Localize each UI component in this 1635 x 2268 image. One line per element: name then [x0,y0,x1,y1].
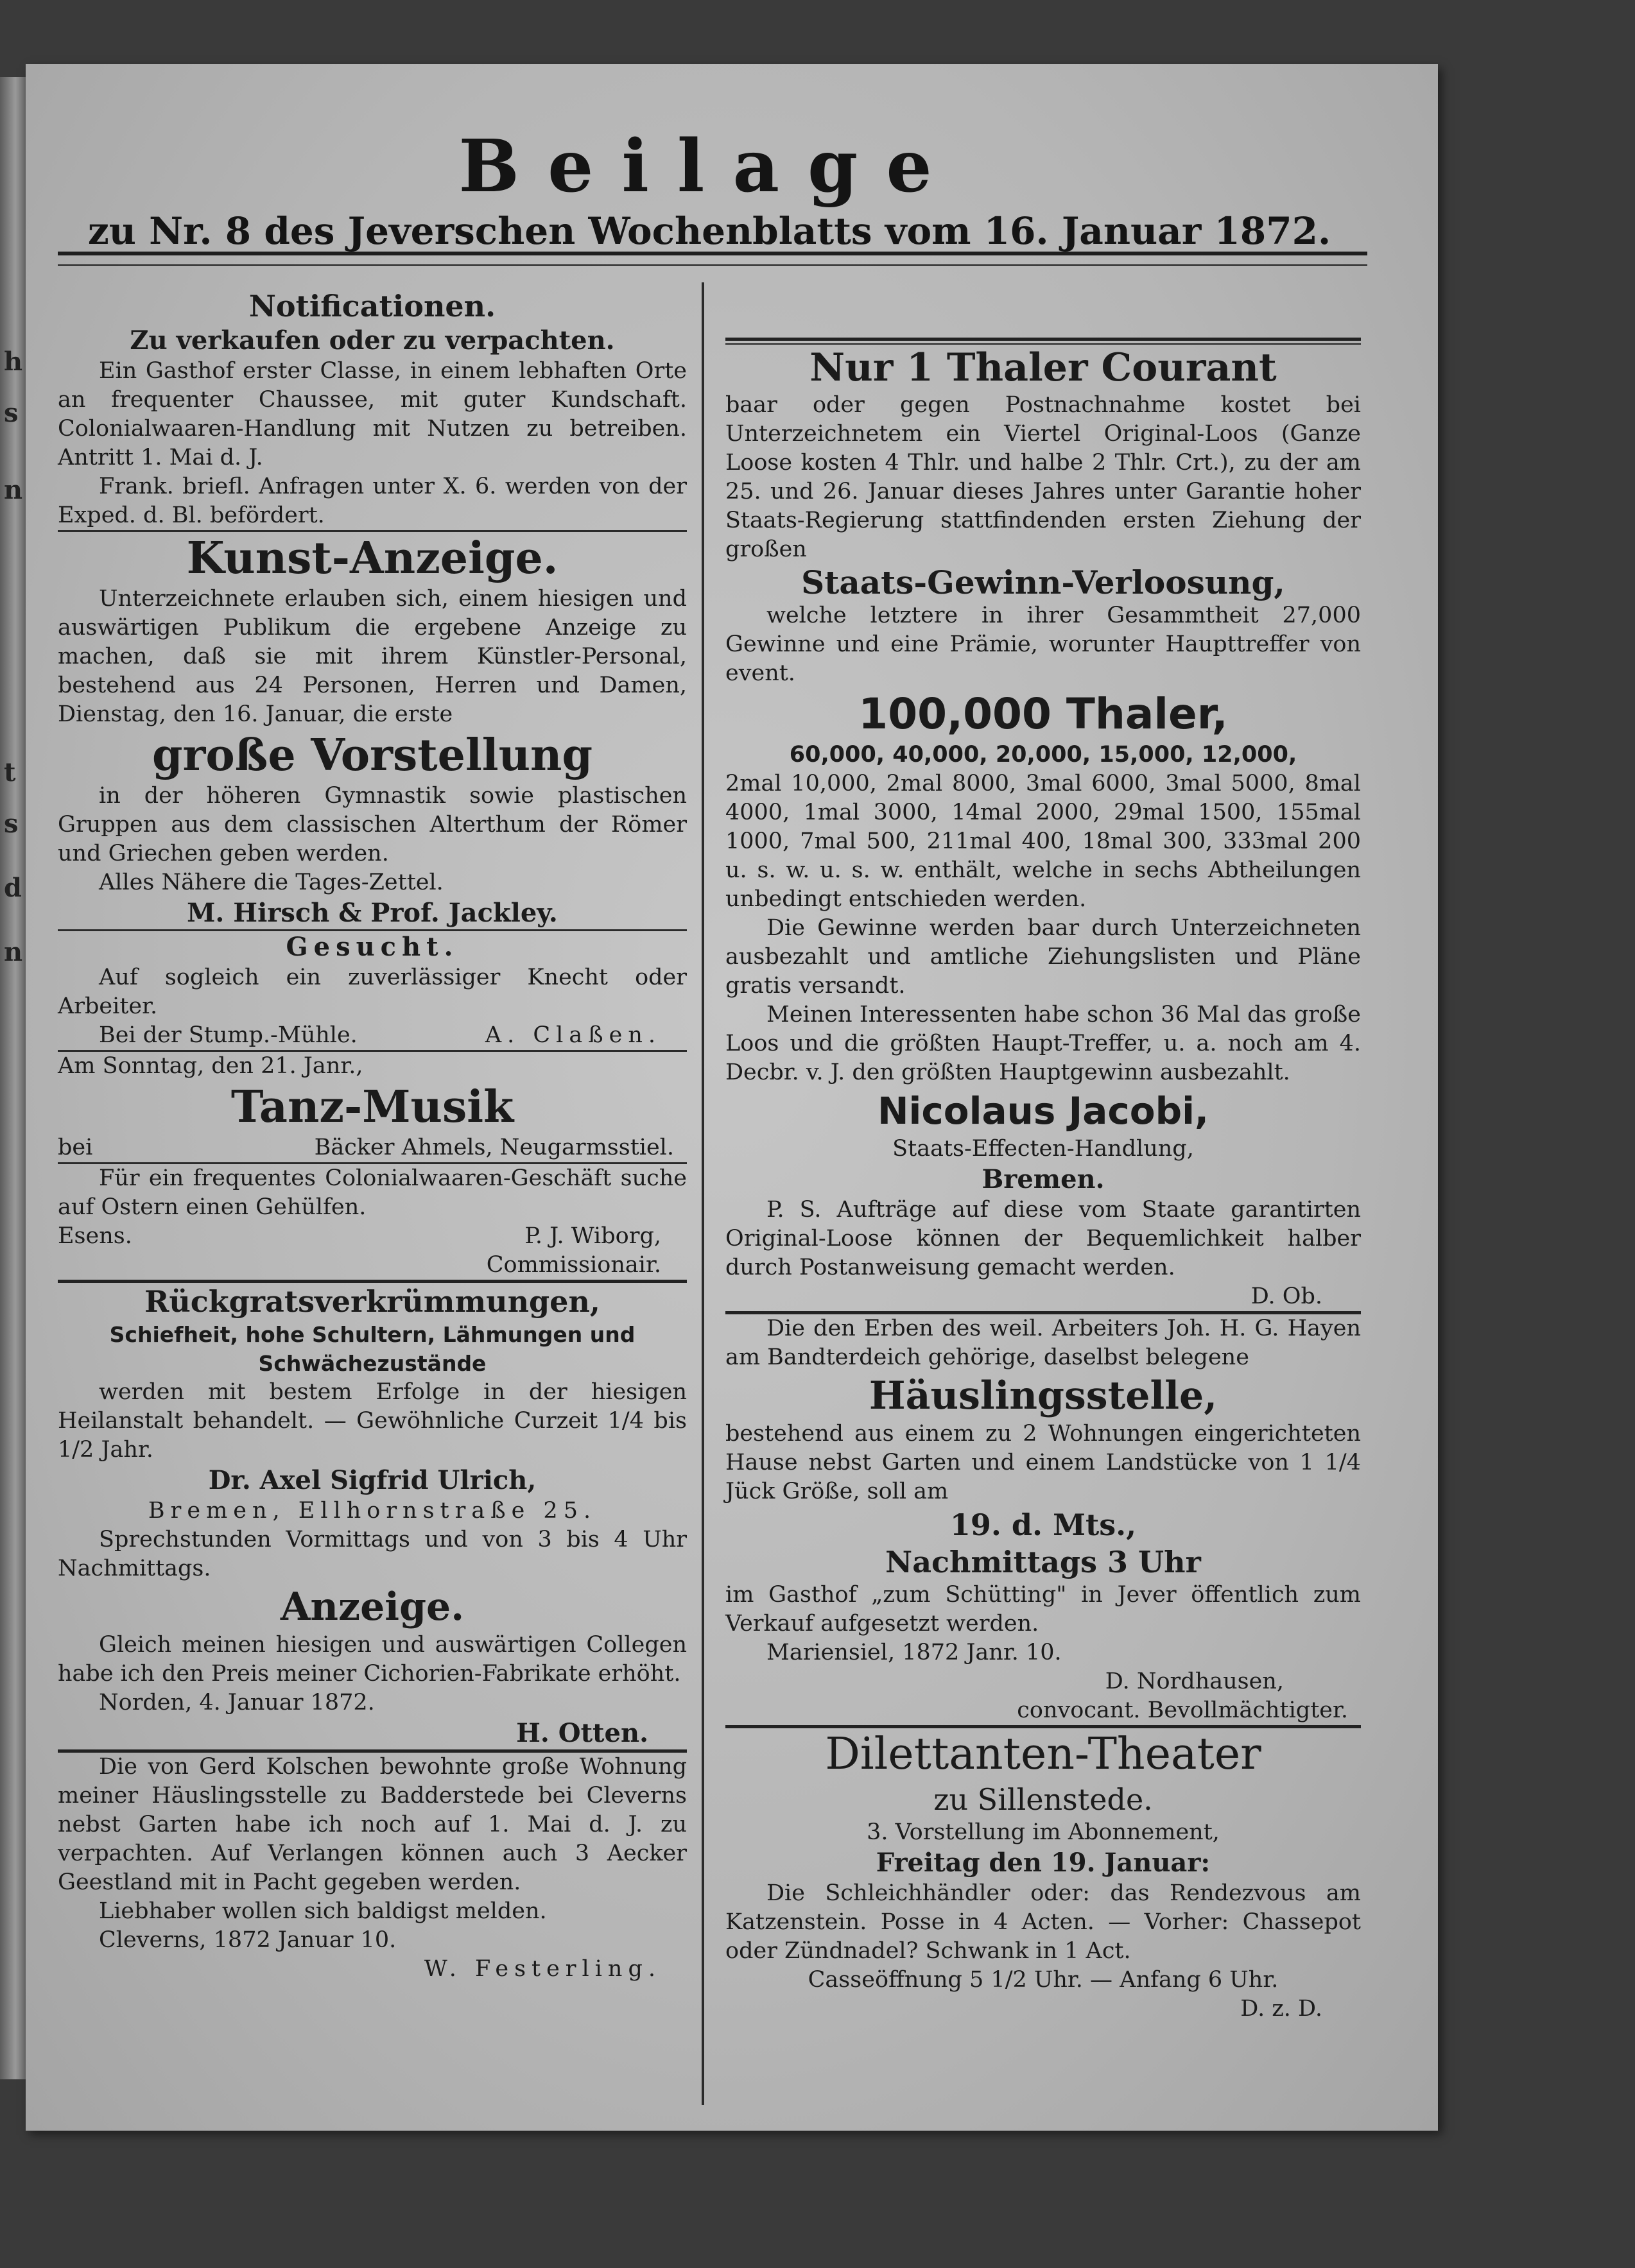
kunst-anzeige-notice [58,532,687,929]
lottery-text-5: Meinen Interessenten habe schon 36 Mal das große Loos und die größten Haupt-Treffer, u. a. noch am 4. Decbr. v. J. den größten Hauptgewinn ausbezahlt. [725,1002,1361,1085]
edge-letter: t [4,757,16,787]
doctor-name: Dr. Axel Sigfrid Ulrich, [208,1465,537,1495]
gesucht-location: Bei der Stump.-Mühle. [99,1022,358,1048]
notifications-heading: Notificationen. [248,289,496,323]
auction-notice [725,1314,1361,1725]
masthead [58,125,1361,254]
kunst-text-3: Alles Nähere die Tages-Zettel. [99,870,444,895]
anzeige-text: Gleich meinen hiesigen und auswärtigen Collegen habe ich den Preis meiner Cichorien-Fabrikate erhöht. [58,1632,687,1687]
theater-notice [725,1728,1361,2023]
pacht-place: Cleverns, 1872 Januar 10. [99,1927,397,1953]
lottery-ps: P. S. Aufträge auf diese vom Staate garantirten Original-Loose können der Bequemlichkeit halber durch Postanweisung gemacht werden. [725,1197,1361,1280]
tanz-date: Am Sonntag, den 21. Janr., [58,1053,363,1079]
tanz-musik-notice [58,1052,687,1162]
auction-text-2: bestehend aus einem zu 2 Wohnungen eingerichteten Hause nebst Garten und einem Landstücke von 1 1/4 Jück Größe, soll am [725,1421,1361,1504]
gesucht-heading: Gesucht. [286,932,459,962]
theater-signature: D. z. D. [1240,1996,1322,2022]
lottery-main-prize: 100,000 Thaler, [858,689,1228,739]
theater-date: Freitag den 19. Januar: [876,1848,1211,1878]
theater-times: Casseöffnung 5 1/2 Uhr. — Anfang 6 Uhr. [808,1967,1279,1993]
anzeige-place: Norden, 4. Januar 1872. [99,1690,375,1715]
anzeige-signature: H. Otten. [516,1718,648,1748]
lottery-text-4: Die Gewinne werden baar durch Unterzeichneten ausbezahlt und amtliche Ziehungslisten und Pläne gratis versandt. [725,915,1361,999]
tanz-location: Bäcker Ahmels, Neugarmsstiel. [314,1135,674,1160]
rueckgrat-notice [58,1283,687,1583]
adjacent-page-edge [0,77,26,2079]
gesucht-signature: A. Claßen. [485,1022,661,1048]
rueckgrat-sub-1: Schiefheit, hohe Schultern, Lähmungen und [109,1322,636,1347]
sale-text: Ein Gasthof erster Classe, in einem lebhaften Orte an frequenter Chaussee, mit guter Kundschaft. Colonialwaaren-Handlung mit Nutzen zu betreiben. Antritt 1. Mai d. J. [58,358,687,470]
sale-subheading: Zu verkaufen oder zu verpachten. [130,325,615,356]
lottery-text-2: welche letztere in ihrer Gesammtheit 27,000 Gewinne und eine Prämie, worunter Haupttreffer von event. [725,603,1361,686]
pacht-text: Die von Gerd Kolschen bewohnte große Wohnung meiner Häuslingsstelle zu Badderstede bei Cleverns nebst Garten habe ich noch auf 1. Mai d. J. zu verpachten. Auf Verlangen können auch 3 Aecker Geestland mit in Pacht gegeben werden. [58,1754,687,1895]
kunst-heading: Kunst-Anzeige. [186,533,558,584]
rueckgrat-text: werden mit bestem Erfolge in der hiesigen Heilanstalt behandelt. — Gewöhnliche Curzeit 1/4 bis 1/2 Jahr. [58,1379,687,1463]
edge-letter: s [4,809,19,839]
lottery-heading: Nur 1 Thaler Courant [809,345,1277,390]
auction-heading: Häuslingsstelle, [869,1373,1218,1418]
auction-place: Mariensiel, 1872 Janr. 10. [766,1640,1062,1665]
rueckgrat-heading: Rückgratsverkrümmungen, [144,1284,600,1319]
cichorien-notice [58,1583,687,1749]
kunst-highlight: große Vorstellung [151,730,593,781]
theater-line: 3. Vorstellung im Abonnement, [867,1819,1220,1845]
edge-letter: n [4,937,23,967]
pacht-text-2: Liebhaber wollen sich baldigst melden. [99,1898,547,1924]
edge-letter: d [4,873,22,903]
masthead-rule [58,252,1367,266]
office-hours: Sprechstunden Vormittags und von 3 bis 4 Uhr Nachmittags. [58,1527,687,1581]
notifications-notice [58,288,687,530]
top-rule [725,338,1361,345]
lottery-firm: Staats-Effecten-Handlung, [892,1136,1194,1162]
gehuelfe-signature: P. J. Wiborg, [524,1223,661,1249]
gehuelfe-notice [58,1164,687,1280]
gesucht-text: Auf sogleich ein zuverlässiger Knecht oder Arbeiter. [58,965,687,1019]
kunst-signature: M. Hirsch & Prof. Jackley. [187,898,558,928]
right-column [725,281,1361,2023]
theater-program: Die Schleichhändler oder: das Rendezvous am Katzenstein. Posse in 4 Acten. — Vorher: Chassepot oder Zündnadel? Schwank in 1 Act. [725,1880,1361,1964]
kunst-text-2: in der höheren Gymnastik sowie plastischen Gruppen aus dem classischen Alterthum der Römer und Griechen geben werden. [58,783,687,866]
masthead-subtitle: zu Nr. 8 des Jeverschen Wochenblatts vom 16. Januar 1872. [87,209,1331,253]
gehuelfe-text: Für ein frequentes Colonialwaaren-Geschäft suche auf Ostern einen Gehülfen. [58,1165,687,1220]
left-column [58,281,687,1984]
theater-subheading: zu Sillenstede. [933,1782,1153,1817]
edge-letter: s [4,398,19,428]
auction-date: 19. d. Mts., [949,1508,1137,1542]
doctor-address: Bremen, Ellhornstraße 25. [148,1498,597,1524]
gehuelfe-role: Commissionair. [486,1252,661,1278]
auction-role: convocant. Bevollmächtigter. [1017,1697,1348,1723]
edge-letter: n [4,475,23,505]
auction-text-3: im Gasthof „zum Schütting" in Jever öffentlich zum Verkauf aufgesetzt werden. [725,1582,1361,1637]
edge-letter: h [4,347,23,377]
inquiry-text: Frank. briefl. Anfragen unter X. 6. werden von der Exped. d. Bl. befördert. [58,474,687,528]
rueckgrat-sub-2: Schwächezustände [258,1351,487,1376]
lottery-ps-signature: D. Ob. [1250,1284,1322,1309]
lottery-heading-2: Staats-Gewinn-Verloosung, [801,563,1285,601]
lottery-notice [725,345,1361,1311]
auction-time: Nachmittags 3 Uhr [885,1545,1201,1579]
kunst-text: Unterzeichnete erlauben sich, einem hiesigen und auswärtigen Publikum die ergebene Anzeige zu machen, daß sie mit ihrem Künstler-Personal, bestehend aus 24 Personen, Herren und Damen, Dienstag, den 16. Januar, die erste [58,586,687,727]
tanz-heading: Tanz-Musik [230,1081,514,1133]
gesucht-notice [58,931,687,1050]
masthead-title: Beilage [458,125,960,209]
pacht-signature: W. Festerling. [424,1956,661,1982]
tanz-bei: bei [58,1135,93,1160]
auction-text: Die den Erben des weil. Arbeiters Joh. H. G. Hayen am Bandterdeich gehörige, daselbst belegene [725,1316,1361,1370]
theater-heading: Dilettanten-Theater [825,1729,1261,1780]
lottery-prizes: 2mal 10,000, 2mal 8000, 3mal 6000, 3mal 5000, 8mal 4000, 1mal 3000, 14mal 2000, 29mal 1500, 155mal 1000, 7mal 500, 211mal 400, 18mal 300, 333mal 200 u. s. w. u. s. w. enthält, welche in sechs Abtheilungen unbedingt entschieden werden. [725,771,1361,912]
gehuelfe-place: Esens. [58,1223,132,1249]
lottery-prizes-bold: 60,000, 40,000, 20,000, 15,000, 12,000, [789,742,1297,768]
pacht-notice [58,1753,687,1984]
lottery-text: baar oder gegen Postnachnahme kostet bei Unterzeichnetem ein Viertel Original-Loos (Ganze Loose kosten 4 Thlr. und halbe 2 Thlr. Crt.), zu der am 25. und 26. Januar dieses Jahres unter Garantie hoher Staats-Regierung stattfindenden ersten Ziehung der großen [725,392,1361,562]
column-divider [702,282,704,2105]
lottery-city: Bremen. [982,1164,1105,1194]
anzeige-heading: Anzeige. [280,1585,465,1629]
auction-signature: D. Nordhausen, [1105,1669,1284,1694]
lottery-agent-name: Nicolaus Jacobi, [877,1089,1209,1133]
